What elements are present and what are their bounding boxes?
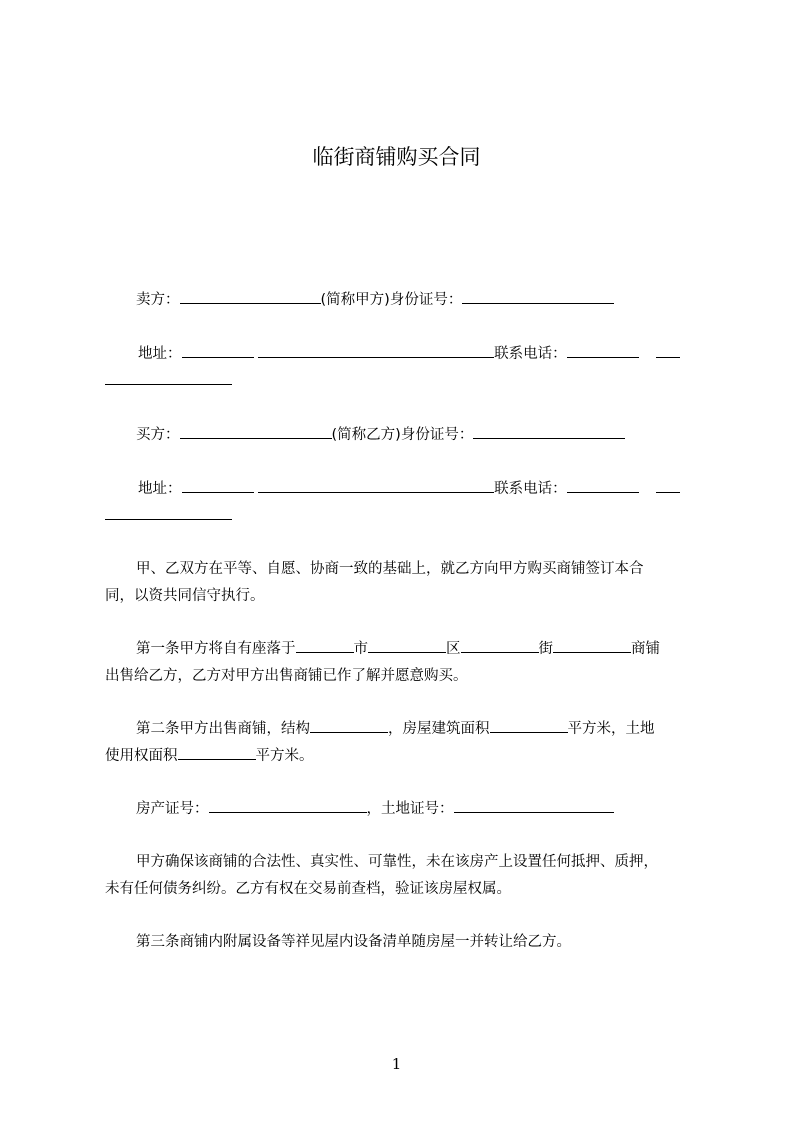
- preamble-line-2: 同，以资共同信守执行。: [105, 588, 265, 604]
- land-cert-label: ，土地证号：: [366, 801, 454, 817]
- article1-shop: 商铺: [631, 641, 660, 657]
- article1-district: 区: [446, 641, 461, 657]
- article2-land-area-blank: [178, 746, 256, 760]
- guarantee-line-1: 甲方确保该商铺的合法性、真实性、可靠性，未在该房产上设置任何抵押、质押，: [136, 854, 658, 870]
- article2-structure-blank: [310, 719, 388, 733]
- seller-name-blank: [180, 290, 321, 304]
- article2-area-label: ，房屋建筑面积: [388, 721, 490, 737]
- article1-district-blank: [368, 639, 446, 653]
- certificates-line: [136, 798, 736, 820]
- buyer-id-blank: [473, 425, 625, 439]
- article1-prefix: 第一条甲方将自有座落于: [136, 641, 296, 657]
- property-cert-blank: [209, 799, 367, 813]
- seller-label: 卖方：: [136, 292, 180, 308]
- buyer-phone-blank-2: [656, 479, 680, 493]
- seller-address-blank-1: [182, 344, 254, 358]
- article1-line-2: 出售给乙方，乙方对甲方出售商铺已作了解并愿意购买。: [105, 668, 468, 684]
- seller-address-label: 地址：: [138, 346, 182, 362]
- property-cert-label: 房产证号：: [136, 801, 209, 817]
- buyer-address-blank-2: [258, 479, 494, 493]
- preamble-line-1: 甲、乙双方在平等、自愿、协商一致的基础上，就乙方向甲方购买商铺签订本合: [136, 561, 644, 577]
- article2-prefix: 第二条甲方出售商铺，结构: [136, 721, 310, 737]
- guarantee-line-2: 未有任何债务纠纷。乙方有权在交易前查档，验证该房屋权属。: [105, 881, 511, 897]
- article1-city: 市: [353, 641, 368, 657]
- buyer-label: 买方：: [136, 427, 180, 443]
- buyer-phone-continued: [105, 505, 705, 527]
- seller-address-line: [138, 343, 738, 365]
- buyer-name-blank: [180, 425, 332, 439]
- seller-phone-label: 联系电话：: [494, 346, 567, 362]
- article3-line: 第三条商铺内附属设备等祥见屋内设备清单随房屋一并转让给乙方。: [136, 934, 571, 950]
- buyer-phone-label: 联系电话：: [494, 481, 567, 497]
- article2-land-label: 平方米，土地: [567, 721, 655, 737]
- document-title: 临街商铺购买合同: [312, 145, 481, 169]
- seller-phone-blank-3: [105, 371, 232, 385]
- seller-address-blank-2: [258, 344, 494, 358]
- article1-street: 街: [538, 641, 553, 657]
- land-cert-blank: [454, 799, 614, 813]
- buyer-address-label: 地址：: [138, 481, 182, 497]
- article1-shop-blank: [553, 639, 631, 653]
- seller-id-blank: [462, 290, 614, 304]
- article2-line-1: [136, 718, 736, 740]
- buyer-phone-blank-1: [567, 479, 639, 493]
- seller-line: [136, 289, 736, 311]
- buyer-address-line: [138, 478, 738, 500]
- article2-area-blank: [490, 719, 568, 733]
- article1-city-blank: [296, 639, 354, 653]
- article2-line2-suffix: 平方米。: [255, 748, 314, 764]
- seller-abbr: (简称甲方)身份证号：: [320, 292, 463, 308]
- article2-line2-prefix: 使用权面积: [105, 748, 178, 764]
- seller-phone-blank-2: [656, 344, 680, 358]
- buyer-line: [136, 424, 736, 446]
- article1-street-blank: [461, 639, 539, 653]
- buyer-phone-blank-3: [105, 506, 232, 520]
- article2-line-2: [105, 745, 705, 767]
- article1-line-1: [136, 638, 736, 660]
- page-number: 1: [391, 1055, 402, 1073]
- buyer-address-blank-1: [182, 479, 254, 493]
- buyer-abbr: (简称乙方)身份证号：: [331, 427, 474, 443]
- seller-phone-continued: [105, 370, 705, 392]
- seller-phone-blank-1: [567, 344, 639, 358]
